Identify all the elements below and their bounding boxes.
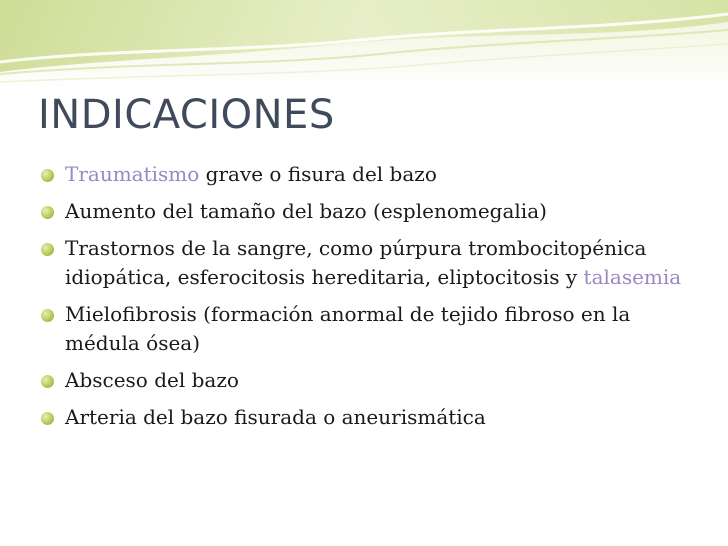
bullet-item <box>40 234 700 292</box>
header-wave-decoration <box>0 0 728 90</box>
bullet-item <box>40 160 700 189</box>
term-link[interactable]: Traumatismo <box>65 162 200 186</box>
bullet-text: Aumento del tamaño del bazo (esplenomegalia) <box>65 199 547 223</box>
bullet-list <box>40 160 700 440</box>
bullet-dot-icon <box>41 169 54 182</box>
bullet-dot-icon <box>41 243 54 256</box>
slide-title: INDICACIONES <box>38 92 335 138</box>
bullet-item <box>40 300 700 358</box>
bullet-text: Arteria del bazo fisurada o aneurismática <box>65 405 486 429</box>
bullet-item <box>40 366 700 395</box>
bullet-dot-icon <box>41 309 54 322</box>
bullet-dot-icon <box>41 375 54 388</box>
bullet-item <box>40 403 700 432</box>
bullet-text: Mielofibrosis (formación anormal de tejido fibroso en la médula ósea) <box>65 302 631 355</box>
bullet-dot-icon <box>41 412 54 425</box>
bullet-item <box>40 197 700 226</box>
bullet-dot-icon <box>41 206 54 219</box>
term-link[interactable]: talasemia <box>583 265 682 289</box>
bullet-text: Trastornos de la sangre, como púrpura trombocitopénica idiopática, esferocitosis hereditaria, eliptocitosis y <box>65 236 647 289</box>
bullet-text: Absceso del bazo <box>65 368 239 392</box>
bullet-text: grave o fisura del bazo <box>199 162 437 186</box>
